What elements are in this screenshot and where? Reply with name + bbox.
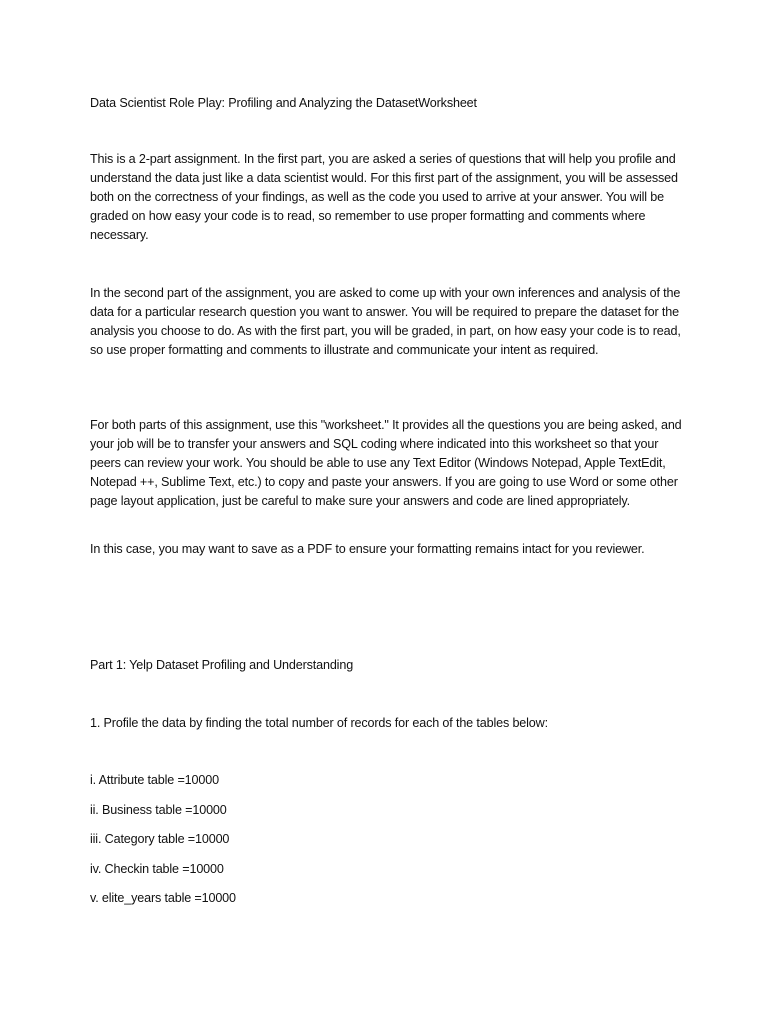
worksheet-paragraph: For both parts of this assignment, use this "worksheet." It provides all the questions you are being asked, and your job will be to transfer your answers and SQL coding where indicated into this worksheet so that your peers can review your work. You should be able to use any Text Editor (Windows Notepad, Apple TextEdit, Notepad ++, Sublime Text, etc.) to copy and paste your answers. If you are going to use Word or some other page layout application, just be careful to make sure your answers and code are lined appropriately. — [90, 418, 682, 508]
question-1: 1. Profile the data by finding the total number of records for each of the tables below: — [90, 716, 548, 730]
part1-heading: Part 1: Yelp Dataset Profiling and Understanding — [90, 658, 354, 672]
answer-elite-years-table: v. elite_years table =10000 — [90, 891, 236, 905]
answer-business-table: ii. Business table =10000 — [90, 803, 227, 817]
answer-attribute-table: i. Attribute table =10000 — [90, 773, 219, 787]
intro-paragraph: This is a 2-part assignment. In the first part, you are asked a series of questions that will help you profile and understand the data just like a data scientist would. For this first part of the assignment, you will be assessed both on the correctness of your findings, as well as the code you used to arrive at your answer. You will be graded on how easy your code is to read, so remember to use proper formatting and comments where necessary. — [90, 152, 678, 242]
part2-paragraph: In the second part of the assignment, you are asked to come up with your own inferences and analysis of the data for a particular research question you want to answer. You will be required to prepare the dataset for the analysis you choose to do. As with the first part, you will be graded, in part, on how easy your code is to read, so use proper formatting and comments to illustrate and communicate your intent as required. — [90, 286, 681, 357]
answer-category-table: iii. Category table =10000 — [90, 832, 230, 846]
answer-checkin-table: iv. Checkin table =10000 — [90, 862, 224, 876]
pdf-note-paragraph: In this case, you may want to save as a PDF to ensure your formatting remains intact for you reviewer. — [90, 542, 645, 556]
document-title: Data Scientist Role Play: Profiling and Analyzing the DatasetWorksheet — [90, 96, 477, 110]
